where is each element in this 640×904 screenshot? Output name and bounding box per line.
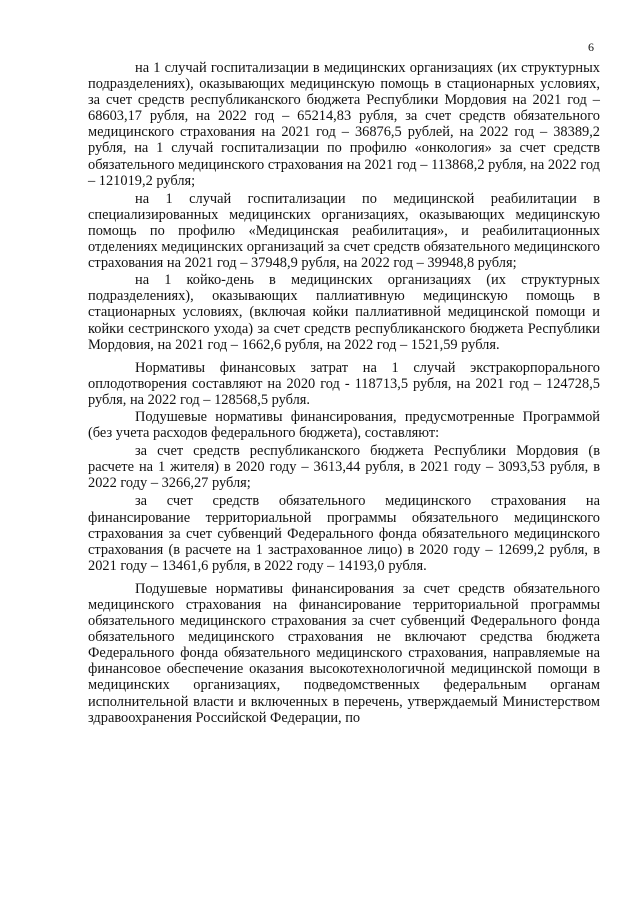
paragraph-rehabilitation-norms: на 1 случай госпитализации по медицинской реабилитации в специализированных медицинских организациях, оказывающих медицинскую помощь по профилю «Медицинская реабилитация», и реабилитационных отделениях медицинских организаций за счет средств обязательного медицинского страхования на 2021 год – 37948,9 рубля, на 2022 год – 39948,8 рубля; — [88, 190, 600, 272]
paragraph-palliative-bed-day: на 1 койко-день в медицинских организациях (их структурных подразделениях), оказывающих паллиативную медицинскую помощь в стационарных условиях, (включая койки паллиативной медицинской помощи и койки сестринского ухода) за счет средств республиканского бюджета Республики Мордовия, на 2021 год – 1662,6 рубля, на 2022 год – 1521,59 рубля. — [88, 272, 600, 353]
page-body — [88, 60, 600, 726]
paragraph-republican-budget-per-capita: за счет средств республиканского бюджета Республики Мордовия (в расчете на 1 жителя) в 2020 году – 3613,44 рубля, в 2021 году – 3093,53 рубля, в 2022 году – 3266,27 рубля; — [88, 443, 600, 492]
paragraph-per-capita-intro: Подушевые нормативы финансирования, предусмотренные Программой (без учета расходов федерального бюджета), составляют: — [88, 408, 600, 442]
page-number: 6 — [588, 40, 594, 54]
paragraph-oms-exclusions: Подушевые нормативы финансирования за счет средств обязательного медицинского страхования на финансирование территориальной программы обязательного медицинского страхования за счет субвенций Федерального фонда обязательного медицинского страхования не включают средства бюджета Федерального фонда обязательного медицинского страхования, направляемые на финансовое обеспечение оказания высокотехнологичной медицинской помощи в медицинских организациях, подведомственных федеральным органам исполнительной власти и включенных в перечень, утверждаемый Министерством здравоохранения Российской Федерации, по — [88, 580, 600, 726]
paragraph-oms-per-capita: за счет средств обязательного медицинского страхования на финансирование территориальной программы обязательного медицинского страхования за счет субвенций Федерального фонда обязательного медицинского страхования (в расчете на 1 застрахованное лицо) в 2020 году – 12699,2 рубля, в 2021 году – 13461,6 рубля, в 2022 году – 14193,0 рубля. — [88, 493, 600, 574]
paragraph-ivf-norms: Нормативы финансовых затрат на 1 случай экстракорпорального оплодотворения составляют на 2020 год - 118713,5 рубля, на 2021 год – 124728,5 рубля, на 2022 год – 128568,5 рубля. — [88, 359, 600, 408]
paragraph-hospitalization-norms: на 1 случай госпитализации в медицинских организациях (их структурных подразделениях), оказывающих медицинскую помощь в стационарных условиях, за счет средств республиканского бюджета Республики Мордовия на 2021 год – 68603,17 рубля, на 2022 год – 65214,83 рубля, за счет средств обязательного медицинского страхования на 2021 год – 36876,5 рублей, на 2022 год – 38389,2 рубля, на 1 случай госпитализации по профилю «онкология» за счет средств обязательного медицинского страхования на 2021 год – 113868,2 рубля, на 2022 год – 121019,2 рубля; — [88, 60, 600, 189]
